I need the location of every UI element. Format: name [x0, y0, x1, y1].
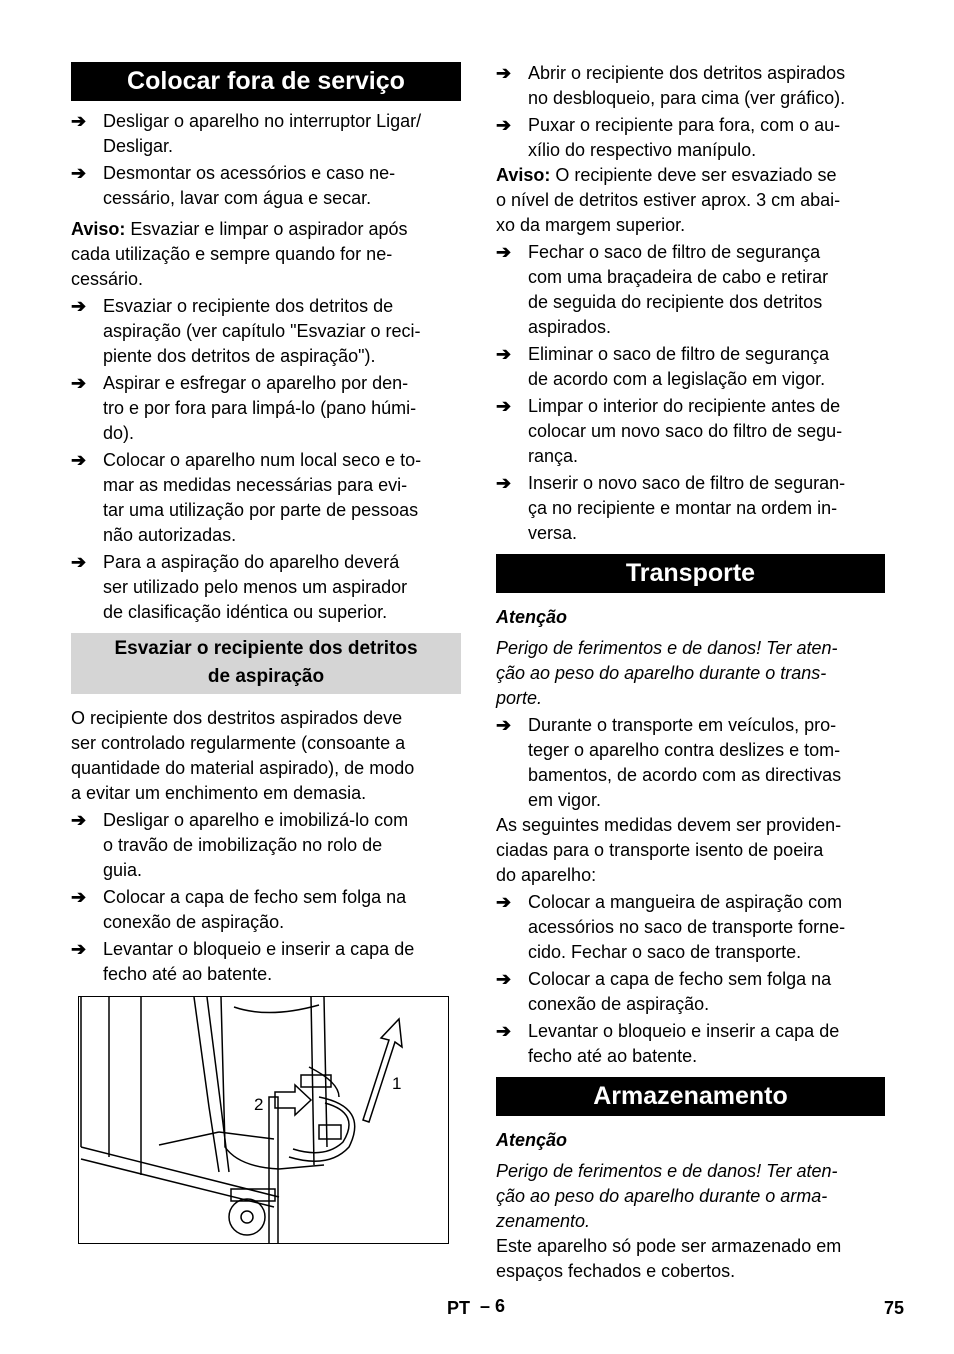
bullet-line: Colocar a capa de fecho sem folga na: [528, 969, 832, 989]
bullet-line: com uma braçadeira de cabo e retirar: [528, 267, 829, 287]
arrow-bullet-icon: ➔: [71, 939, 87, 959]
bullet-text: [528, 240, 885, 340]
bullet-item: [496, 113, 885, 163]
bullet-list: [71, 294, 461, 625]
bullet-text: [528, 713, 885, 813]
bullet-line: Esvaziar o recipiente dos detritos de: [103, 296, 394, 316]
bullet-item: [496, 1019, 885, 1069]
arrow-bullet-icon: ➔: [496, 969, 512, 989]
bullet-text: [528, 1019, 885, 1069]
bullet-text: [103, 550, 461, 625]
bullet-line: de acordo com a legislação em vigor.: [528, 369, 826, 389]
bullet-line: aspirados.: [528, 317, 612, 337]
bullet-item: [71, 294, 461, 369]
bullet-line: do).: [103, 423, 135, 443]
bullet-line: Inserir o novo saco de filtro de seguran-: [528, 473, 846, 493]
note-label: Aviso:: [496, 165, 551, 185]
bullet-line: Puxar o recipiente para fora, com o au-: [528, 115, 841, 135]
bullet-line: fecho até ao batente.: [103, 964, 273, 984]
device-illustration: [78, 996, 449, 1244]
bullet-text: [528, 113, 885, 163]
bullet-line: fecho até ao batente.: [528, 1046, 698, 1066]
bullet-line: Abrir o recipiente dos detritos aspirados: [528, 63, 846, 83]
para-line: ciadas para o transporte isento de poeira: [496, 840, 824, 860]
bullet-line: Levantar o bloqueio e inserir a capa de: [528, 1021, 840, 1041]
arrow-bullet-icon: ➔: [496, 242, 512, 262]
bullet-item: [496, 890, 885, 965]
subheading-line: Esvaziar o recipiente dos detritos: [114, 638, 418, 659]
subsection-heading-esvaziar: [71, 633, 461, 694]
bullet-line: bamentos, de acordo com as directivas: [528, 765, 842, 785]
para-line: a evitar um enchimento em demasia.: [71, 783, 367, 803]
arrow-bullet-icon: ➔: [496, 115, 512, 135]
bullet-line: em vigor.: [528, 790, 602, 810]
bullet-line: no desbloqueio, para cima (ver gráfico).: [528, 88, 846, 108]
bullet-item: [71, 808, 461, 883]
bullet-list: [71, 808, 461, 987]
bullet-text: [528, 967, 885, 1017]
bullet-line: ser utilizado pelo menos um aspirador: [103, 577, 408, 597]
para-line: Este aparelho só pode ser armazenado em: [496, 1236, 842, 1256]
arrow-bullet-icon: ➔: [496, 1021, 512, 1041]
bullet-text: [103, 885, 461, 935]
para-line: do aparelho:: [496, 865, 597, 885]
bullet-line: Colocar o aparelho num local seco e to-: [103, 450, 422, 470]
footer-section: – 6: [480, 1296, 506, 1316]
note-line: xo da margem superior.: [496, 215, 686, 235]
arrow-bullet-icon: ➔: [496, 396, 512, 416]
storage-paragraph: [496, 1234, 885, 1284]
bullet-item: [71, 448, 461, 548]
arrow-bullet-icon: ➔: [71, 373, 87, 393]
arrow-bullet-icon: ➔: [496, 344, 512, 364]
bullet-item: [496, 967, 885, 1017]
figure-label-1: 1: [392, 1074, 402, 1093]
page-number: 75: [884, 1298, 905, 1318]
bullet-line: Fechar o saco de filtro de segurança: [528, 242, 821, 262]
bullet-line: Colocar a mangueira de aspiração com: [528, 892, 843, 912]
arrow-bullet-icon: ➔: [71, 450, 87, 470]
bullet-line: xílio do respectivo manípulo.: [528, 140, 757, 160]
subheading-line: de aspiração: [207, 666, 325, 687]
right-column: [496, 59, 885, 1284]
bullet-line: de clasificação idéntica ou superior.: [103, 602, 388, 622]
bullet-item: [496, 342, 885, 392]
bullet-line: rança.: [528, 446, 579, 466]
arrow-bullet-icon: ➔: [71, 887, 87, 907]
bullet-item: [496, 713, 885, 813]
bullet-line: Desligar o aparelho e imobilizá-lo com: [103, 810, 409, 830]
bullet-line: Para a aspiração do aparelho deverá: [103, 552, 400, 572]
bullet-text: [103, 161, 461, 211]
note-paragraph: [71, 217, 461, 292]
vacuum-cleaner-drawing: [79, 997, 448, 1243]
footer-lang: PT: [447, 1298, 471, 1318]
note-line: O recipiente deve ser esvaziado se: [550, 165, 837, 185]
bullet-line: de seguida do recipiente dos detritos: [528, 292, 823, 312]
arrow-bullet-icon: ➔: [71, 810, 87, 830]
bullet-line: versa.: [528, 523, 578, 543]
note-label: Aviso:: [71, 219, 126, 239]
bullet-line: piente dos detritos de aspiração").: [103, 346, 376, 366]
para-line: quantidade do material aspirado), de modo: [71, 758, 415, 778]
bullet-line: Durante o transporte em veículos, pro-: [528, 715, 837, 735]
note-line: o nível de detritos estiver aprox. 3 cm abai-: [496, 190, 841, 210]
caution-line: zenamento.: [496, 1211, 591, 1231]
caution-line: Perigo de ferimentos e de danos! Ter aten-: [496, 1161, 838, 1181]
bullet-line: conexão de aspiração.: [103, 912, 285, 932]
bullet-line: o travão de imobilização no rolo de: [103, 835, 383, 855]
section-heading-colocar-fora: Colocar fora de serviço: [71, 62, 461, 101]
bullet-list: [496, 240, 885, 546]
bullet-item: [71, 161, 461, 211]
left-column: [71, 62, 461, 987]
bullet-line: conexão de aspiração.: [528, 994, 710, 1014]
note-paragraph: [496, 163, 885, 238]
bullet-line: ça no recipiente e montar na ordem in-: [528, 498, 838, 518]
bullet-text: [528, 890, 885, 965]
bullet-line: não autorizadas.: [103, 525, 237, 545]
caution-label: Atenção: [496, 1130, 568, 1150]
para-line: espaços fechados e cobertos.: [496, 1261, 736, 1281]
bullet-list: [496, 61, 885, 163]
bullet-line: tar uma utilização por parte de pessoas: [103, 500, 419, 520]
bullet-line: Desmontar os acessórios e caso ne-: [103, 163, 396, 183]
bullet-text: [528, 471, 885, 546]
bullet-list: [496, 713, 885, 813]
bullet-line: tro e por fora para limpá-lo (pano húmi-: [103, 398, 417, 418]
bullet-item: [496, 61, 885, 111]
arrow-bullet-icon: ➔: [71, 111, 87, 131]
caution-label: Atenção: [496, 607, 568, 627]
bullet-line: Desligar.: [103, 136, 174, 156]
bullet-line: Desligar o aparelho no interruptor Ligar/: [103, 111, 422, 131]
bullet-line: Aspirar e esfregar o aparelho por den-: [103, 373, 409, 393]
section-heading-transporte: Transporte: [496, 554, 885, 593]
bullet-text: [103, 109, 461, 159]
bullet-item: [71, 550, 461, 625]
bullet-text: [103, 448, 461, 548]
bullet-item: [71, 109, 461, 159]
bullet-item: [496, 394, 885, 469]
note-line: Esvaziar e limpar o aspirador após: [125, 219, 408, 239]
caution-line: ção ao peso do aparelho durante o arma-: [496, 1186, 828, 1206]
arrow-bullet-icon: ➔: [496, 715, 512, 735]
arrow-bullet-icon: ➔: [496, 473, 512, 493]
bullet-line: cessário, lavar com água e secar.: [103, 188, 372, 208]
arrow-bullet-icon: ➔: [496, 63, 512, 83]
caution-line: ção ao peso do aparelho durante o trans-: [496, 663, 827, 683]
section-heading-armazenamento: Armazenamento: [496, 1077, 885, 1116]
figure-label-2: 2: [254, 1095, 264, 1114]
arrow-bullet-icon: ➔: [496, 892, 512, 912]
bullet-line: aspiração (ver capítulo "Esvaziar o reci-: [103, 321, 421, 341]
note-line: cada utilização e sempre quando for ne-: [71, 244, 393, 264]
bullet-text: [528, 61, 885, 111]
bullet-line: mar as medidas necessárias para evi-: [103, 475, 408, 495]
bullet-line: Eliminar o saco de filtro de segurança: [528, 344, 830, 364]
bullet-item: [496, 240, 885, 340]
caution-line: porte.: [496, 688, 543, 708]
para-line: As seguintes medidas devem ser providen-: [496, 815, 842, 835]
bullet-line: Colocar a capa de fecho sem folga na: [103, 887, 407, 907]
transport-paragraph: [496, 813, 885, 888]
arrow-bullet-icon: ➔: [71, 163, 87, 183]
bullet-text: [528, 394, 885, 469]
bullet-line: colocar um novo saco do filtro de segu-: [528, 421, 843, 441]
para-line: O recipiente dos destritos aspirados deve: [71, 708, 403, 728]
bullet-list: [496, 890, 885, 1069]
note-line: cessário.: [71, 269, 144, 289]
bullet-text: [528, 342, 885, 392]
bullet-text: [103, 808, 461, 883]
intro-paragraph: [71, 706, 461, 806]
bullet-item: [71, 371, 461, 446]
para-line: ser controlado regularmente (consoante a: [71, 733, 406, 753]
caution-text: [496, 636, 885, 711]
bullet-text: [103, 371, 461, 446]
bullet-text: [103, 937, 461, 987]
bullet-item: [496, 471, 885, 546]
caution-line: Perigo de ferimentos e de danos! Ter aten-: [496, 638, 838, 658]
bullet-line: Levantar o bloqueio e inserir a capa de: [103, 939, 415, 959]
bullet-line: teger o aparelho contra deslizes e tom-: [528, 740, 841, 760]
bullet-text: [103, 294, 461, 369]
arrow-bullet-icon: ➔: [71, 552, 87, 572]
caution-text: [496, 1159, 885, 1234]
bullet-item: [71, 885, 461, 935]
bullet-line: guia.: [103, 860, 143, 880]
bullet-list: [71, 109, 461, 211]
bullet-item: [71, 937, 461, 987]
arrow-bullet-icon: ➔: [71, 296, 87, 316]
bullet-line: Limpar o interior do recipiente antes de: [528, 396, 841, 416]
bullet-line: acessórios no saco de transporte forne-: [528, 917, 846, 937]
bullet-line: cido. Fechar o saco de transporte.: [528, 942, 802, 962]
